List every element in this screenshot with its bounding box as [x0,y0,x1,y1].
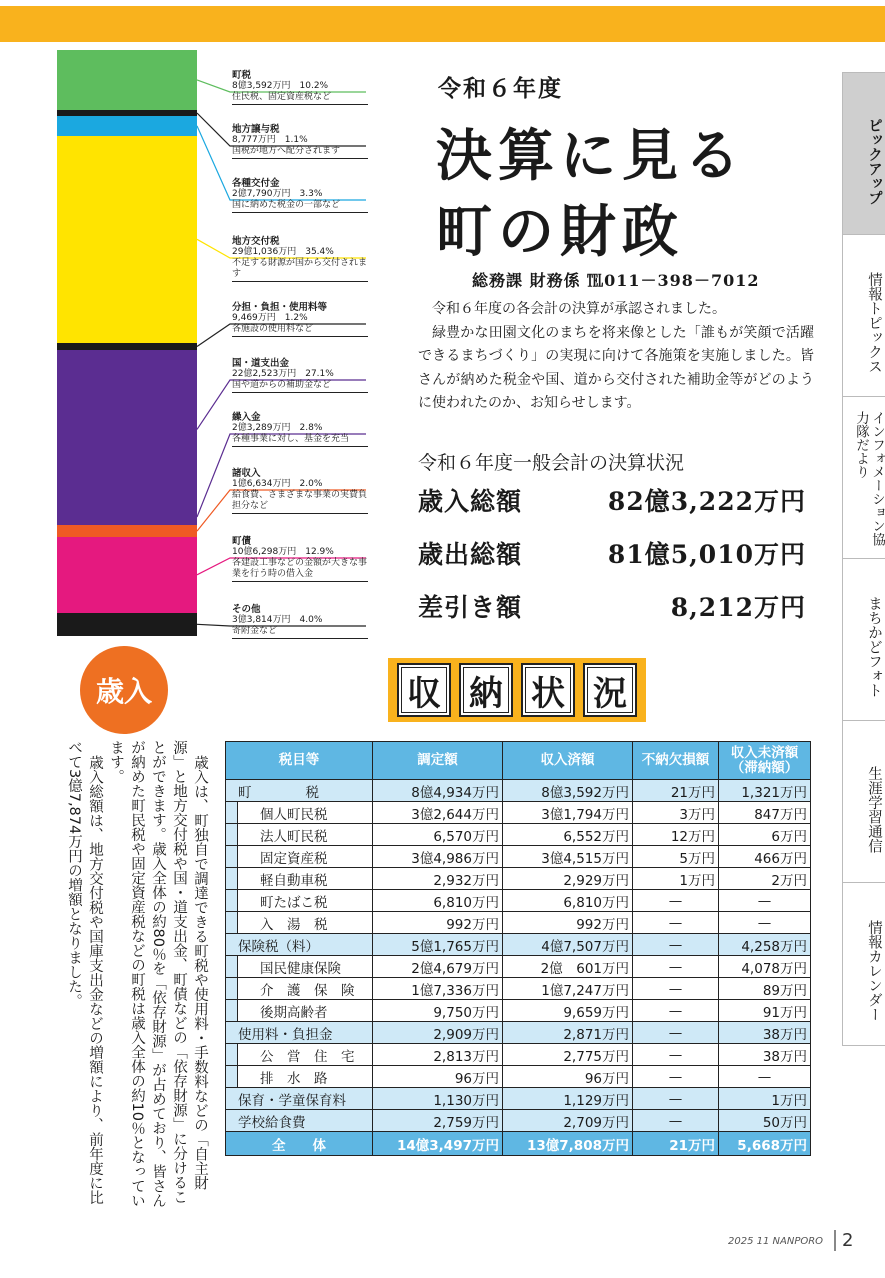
balance-row [418,588,806,641]
table-row [226,1022,811,1044]
page-number: 2 [834,1230,853,1251]
cell-assessed: 992万円 [373,912,503,934]
table-row [226,802,811,824]
revenue-label-choze [232,70,368,105]
label-detail [232,81,368,105]
label-amount: 29億1,036万円 [232,247,297,257]
tab-pickup[interactable]: ピックアップ [842,72,885,236]
cell-unpaid: 89万円 [719,978,811,1000]
label-detail [232,247,368,282]
cell-assessed: 2,932万円 [373,868,503,890]
cell-received: 3億1,794万円 [503,802,633,824]
cell-assessed: 6,810万円 [373,890,503,912]
label-detail [232,313,368,337]
cell-received: 2,929万円 [503,868,633,890]
revenue-label-bunshin [232,302,368,337]
header-loss: 不納欠損額 [633,742,719,780]
table-row [226,912,811,934]
cell-loss: — [633,978,719,1000]
revenue-label-chiho [232,236,368,282]
cell-loss: — [633,1000,719,1022]
cell-assessed: 96万円 [373,1066,503,1088]
cell-received: 1億7,247万円 [503,978,633,1000]
label-note: 給食費、さまざまな事業の実費負担分など [232,490,368,511]
table-row [226,1088,811,1110]
cell-name: 軽自動車税 [238,868,373,890]
cell-loss: — [633,890,719,912]
indent-cell [226,824,238,846]
tab-calendar[interactable]: 情報カレンダー [842,882,885,1046]
title-char: 況 [583,663,637,717]
cell-assessed: 6,570万円 [373,824,503,846]
cell-name: 国民健康保険 [238,956,373,978]
cell-loss: — [633,1044,719,1066]
label-name: 国・道支出金 [232,358,290,369]
header-tax-item: 税目等 [226,742,373,780]
cell-name: 使用料・負担金 [226,1022,373,1044]
indent-cell [226,956,238,978]
cell-loss: — [633,1022,719,1044]
cell-name: 介 護 保 険 [238,978,373,1000]
cell-received: 4億7,507万円 [503,934,633,956]
label-detail [232,479,368,514]
label-note: 各建設工事などの金額が大きな事業を行う時の借入金 [232,558,368,579]
tab-learning[interactable]: 生涯学習通信 [842,720,885,884]
label-name: 分担・負担・使用料等 [232,302,328,313]
label-percent: 1.2% [284,313,308,323]
cell-unpaid: 38万円 [719,1022,811,1044]
total-value: 82億3,222万円 [607,487,806,516]
cell-loss: — [633,1110,719,1132]
label-percent: 1.1% [284,135,308,145]
table-row [226,846,811,868]
cell-name: 全 体 [226,1132,373,1156]
cell-loss: — [633,956,719,978]
cell-loss: 12万円 [633,824,719,846]
total-revenue-row [418,482,806,535]
table-row [226,1066,811,1088]
revenue-labels [0,0,420,660]
cell-name: 固定資産税 [238,846,373,868]
indent-cell [226,846,238,868]
contact-info: 総務課 財務係 ℡011－398－7012 [472,271,760,290]
table-row [226,1110,811,1132]
label-percent: 27.1% [305,369,334,379]
fiscal-year-title: 令和６年度 [438,75,563,102]
cell-unpaid: 91万円 [719,1000,811,1022]
label-percent: 2.0% [299,479,323,489]
label-percent: 3.3% [299,189,323,199]
cell-received: 9,659万円 [503,1000,633,1022]
cell-name: 保険税（料） [226,934,373,956]
cell-loss: — [633,934,719,956]
cell-unpaid: 2万円 [719,868,811,890]
cell-name: 保育・学童保育料 [226,1088,373,1110]
indent-cell [226,1066,238,1088]
cell-received: 8億3,592万円 [503,780,633,802]
label-amount: 2億3,289万円 [232,423,291,433]
label-note: 国に納めた税金の一部など [232,200,341,210]
label-detail [232,615,368,639]
cell-received: 6,552万円 [503,824,633,846]
cell-name: 町 税 [226,780,373,802]
cell-assessed: 3億2,644万円 [373,802,503,824]
label-note: 不足する財源が国から交付されます [232,258,368,279]
cell-received: 2,775万円 [503,1044,633,1066]
label-note: 国や道からの補助金など [232,380,332,390]
tab-topics[interactable]: 情報トピックス [842,234,885,398]
cell-unpaid: 4,258万円 [719,934,811,956]
indent-cell [226,802,238,824]
cell-loss: — [633,1088,719,1110]
collection-section-title [388,658,646,722]
table-total-row [226,1132,811,1156]
cell-name: 個人町民税 [238,802,373,824]
revenue-label-kurikomi [232,412,368,447]
table-row [226,934,811,956]
indent-cell [226,912,238,934]
label-name: 地方交付税 [232,236,280,247]
issue-label: 2025 11 NANPORO [728,1236,824,1247]
label-detail [232,423,368,447]
cell-assessed: 8億4,934万円 [373,780,503,802]
cell-unpaid: 5,668万円 [719,1132,811,1156]
label-amount: 2億7,790万円 [232,189,291,199]
intro-paragraph-2: 緑豊かな田園文化のまちを将来像とした「誰もが笑顔で活躍できるまちづくり」の実現に向けて各施策を実施しました。皆さんが納めた税金や国、道から交付された補助金等がどのように使われたのか、お知らせします。 [418,324,814,411]
label-amount: 8,777万円 [232,135,276,145]
indent-cell [226,890,238,912]
indent-cell [226,1044,238,1066]
tab-photo[interactable]: まちかどフォト [842,558,885,722]
revenue-label-sho [232,468,368,514]
label-name: 各種交付金 [232,178,280,189]
revenue-badge: 歳入 [80,646,168,734]
total-label: 歳出総額 [418,540,523,569]
cell-assessed: 9,750万円 [373,1000,503,1022]
table-row [226,956,811,978]
cell-unpaid: 1,321万円 [719,780,811,802]
cell-assessed: 1億7,336万円 [373,978,503,1000]
indent-cell [226,1000,238,1022]
table-row [226,1044,811,1066]
cell-unpaid: 50万円 [719,1110,811,1132]
cell-loss: 5万円 [633,846,719,868]
cell-received: 2億 601万円 [503,956,633,978]
cell-name: 学校給食費 [226,1110,373,1132]
table-row [226,868,811,890]
label-note: 各種事業に対し、基金を充当 [232,434,350,444]
cell-loss: 3万円 [633,802,719,824]
label-note: 寄附金など [232,626,278,636]
cell-assessed: 3億4,986万円 [373,846,503,868]
cell-received: 2,871万円 [503,1022,633,1044]
label-detail [232,369,368,393]
total-value: 8,212万円 [670,593,806,622]
label-percent: 12.9% [305,547,334,557]
label-percent: 10.2% [299,81,329,91]
revenue-description [60,740,210,1210]
total-label: 歳入総額 [418,487,523,516]
cell-received: 1,129万円 [503,1088,633,1110]
table-row [226,978,811,1000]
label-detail [232,135,368,159]
cell-assessed: 5億1,765万円 [373,934,503,956]
cell-name: 法人町民税 [238,824,373,846]
cell-assessed: 1,130万円 [373,1088,503,1110]
cell-loss: 1万円 [633,868,719,890]
label-amount: 1億6,634万円 [232,479,291,489]
label-percent: 2.8% [299,423,323,433]
cell-received: 6,810万円 [503,890,633,912]
cell-assessed: 2,759万円 [373,1110,503,1132]
cell-assessed: 14億3,497万円 [373,1132,503,1156]
intro-text [418,298,814,416]
cell-unpaid: — [719,890,811,912]
intro-paragraph-1: 令和６年度の各会計の決算が承認されました。 [432,301,726,317]
cell-received: 3億4,515万円 [503,846,633,868]
revenue-label-chosai [232,536,368,582]
title-char: 納 [459,663,513,717]
cell-received: 96万円 [503,1066,633,1088]
page-title-line1: 決算に見る [436,123,746,189]
header-received: 収入済額 [503,742,633,780]
label-amount: 3億3,814万円 [232,615,291,625]
status-heading: 令和６年度一般会計の決算状況 [418,452,685,474]
label-amount: 10億6,298万円 [232,547,297,557]
label-detail [232,189,368,213]
label-amount: 22億2,523万円 [232,369,297,379]
cell-received: 992万円 [503,912,633,934]
cell-unpaid: 1万円 [719,1088,811,1110]
cell-loss: 21万円 [633,1132,719,1156]
cell-loss: — [633,912,719,934]
cell-unpaid: — [719,1066,811,1088]
cell-loss: 21万円 [633,780,719,802]
table-row [226,1000,811,1022]
label-name: その他 [232,604,261,615]
revenue-label-kokudo [232,358,368,393]
table-row [226,890,811,912]
total-label: 差引き額 [418,593,523,622]
label-detail [232,547,368,582]
cell-loss: — [633,1066,719,1088]
label-amount: 8億3,592万円 [232,81,291,91]
label-note: 住民税、固定資産税など [232,92,332,102]
title-char: 収 [397,663,451,717]
table-row [226,780,811,802]
cell-name: 町たばこ税 [238,890,373,912]
revenue-label-joyo [232,124,368,159]
indent-cell [226,978,238,1000]
revenue-paragraph-2: 歳入総額は、地方交付税や国庫支出金などの増額により、前年度に比べて3億7,874万円の増額となりました。 [66,740,103,1204]
cell-name: 排 水 路 [238,1066,373,1088]
total-value: 81億5,010万円 [607,540,806,569]
revenue-paragraph-1: 歳入は、町独自で調達できる町税や使用料・手数料などの「自主財源」と地方交付税や国・道支出金、町債などの「依存財源」に分けることができます。歳入全体の約80％を「依存財源」が占めており、皆さんが納めた町民税や固定資産税などの町税は歳入全体の約10％となっています。 [108,740,208,1208]
revenue-label-kofu [232,178,368,213]
cell-unpaid: — [719,912,811,934]
label-note: 各施設の使用料など [232,324,314,334]
cell-assessed: 2,909万円 [373,1022,503,1044]
label-name: 地方譲与税 [232,124,280,135]
label-name: 繰入金 [232,412,261,423]
tab-information[interactable]: インフォメーション協力隊だより [842,396,885,560]
table-row [226,824,811,846]
cell-unpaid: 6万円 [719,824,811,846]
cell-unpaid: 466万円 [719,846,811,868]
label-percent: 35.4% [305,247,334,257]
collection-table [225,741,811,1156]
total-expenditure-row [418,535,806,588]
cell-received: 2,709万円 [503,1110,633,1132]
page-title-line2: 町の財政 [436,199,684,265]
cell-name: 公 営 住 宅 [238,1044,373,1066]
page-title [436,118,746,270]
label-percent: 4.0% [299,615,323,625]
label-name: 諸収入 [232,468,261,479]
cell-unpaid: 4,078万円 [719,956,811,978]
settlement-totals [418,482,806,641]
indent-cell [226,868,238,890]
cell-unpaid: 847万円 [719,802,811,824]
revenue-label-sonota [232,604,368,639]
cell-received: 13億7,808万円 [503,1132,633,1156]
header-unpaid: 収入未済額（滞納額） [719,742,811,780]
table-header-row [226,742,811,780]
cell-name: 入 湯 税 [238,912,373,934]
header-assessed: 調定額 [373,742,503,780]
label-amount: 9,469万円 [232,313,276,323]
cell-name: 後期高齢者 [238,1000,373,1022]
label-name: 町債 [232,536,252,547]
cell-assessed: 2億4,679万円 [373,956,503,978]
title-char: 状 [521,663,575,717]
label-name: 町税 [232,70,252,81]
cell-unpaid: 38万円 [719,1044,811,1066]
label-note: 国税が地方へ配分されます [232,146,341,156]
cell-assessed: 2,813万円 [373,1044,503,1066]
